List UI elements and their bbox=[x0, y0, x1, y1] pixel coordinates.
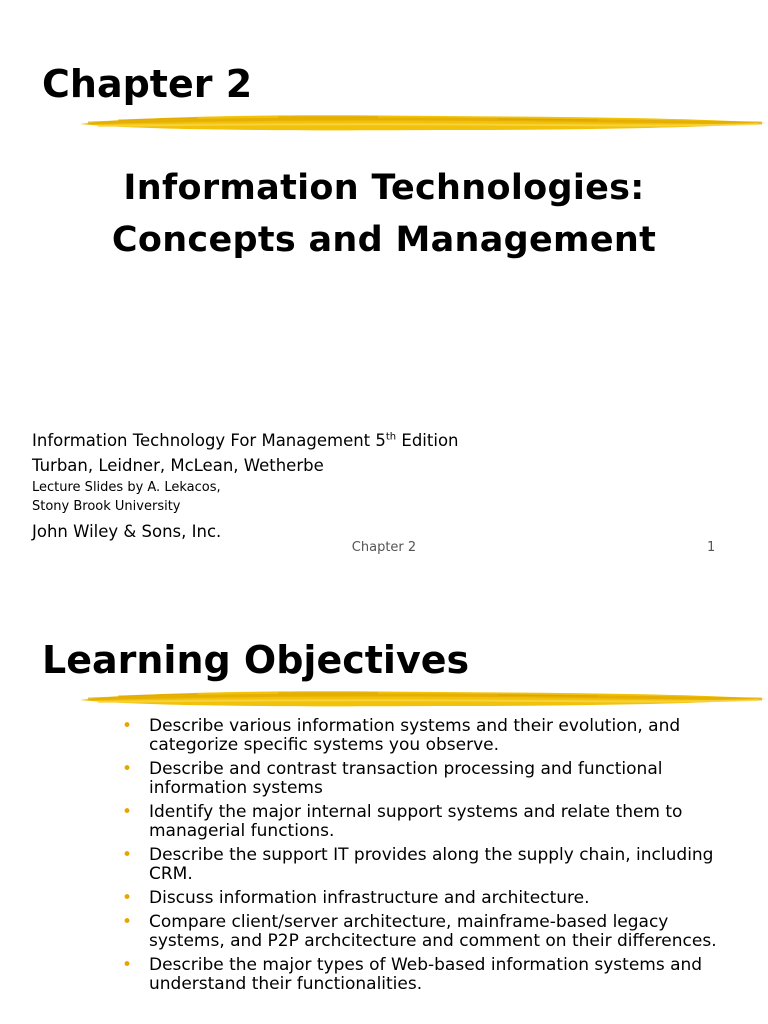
authors: Turban, Leidner, McLean, Wetherbe bbox=[32, 456, 324, 475]
bullet-icon: • bbox=[122, 888, 133, 908]
objective-item bbox=[122, 846, 722, 884]
objective-text: Describe and contrast transaction processing and functional information systems bbox=[149, 759, 663, 798]
edition-word: Edition bbox=[396, 431, 459, 450]
subtitle-line-1: Information Technologies: bbox=[123, 168, 645, 208]
slides-by: Lecture Slides by A. Lekacos, bbox=[32, 480, 221, 495]
objective-text: Compare client/server architecture, mainframe-based legacy systems, and P2P archcitecture and comment on their differences. bbox=[149, 912, 717, 951]
publisher: John Wiley & Sons, Inc. bbox=[32, 522, 222, 541]
objective-item bbox=[122, 760, 722, 798]
slide-title: Learning Objectives bbox=[42, 638, 470, 682]
objectives-list bbox=[122, 717, 722, 999]
bullet-icon: • bbox=[122, 845, 133, 865]
bullet-icon: • bbox=[122, 716, 133, 736]
slide-page-number: 1 bbox=[707, 540, 716, 555]
book-title-line bbox=[32, 428, 459, 453]
slide-2 bbox=[0, 600, 768, 1024]
book-credits bbox=[32, 428, 459, 544]
slide-title: Chapter 2 bbox=[42, 62, 253, 106]
objective-text: Discuss information infrastructure and architecture. bbox=[149, 888, 590, 908]
objective-item bbox=[122, 889, 722, 908]
title-underline-brush bbox=[78, 686, 768, 712]
edition-superscript: th bbox=[385, 431, 397, 443]
book-title: Information Technology For Management 5 bbox=[32, 431, 386, 450]
objective-item bbox=[122, 803, 722, 841]
objective-item bbox=[122, 717, 722, 755]
bullet-icon: • bbox=[122, 802, 133, 822]
bullet-icon: • bbox=[122, 759, 133, 779]
subtitle-line-2: Concepts and Management bbox=[111, 220, 657, 260]
university: Stony Brook University bbox=[32, 499, 181, 514]
objective-text: Describe various information systems and their evolution, and categorize specific systems you observe. bbox=[149, 716, 681, 755]
slide-footer-chapter: Chapter 2 bbox=[351, 540, 417, 555]
objective-text: Identify the major internal support systems and relate them to managerial functions. bbox=[149, 802, 683, 841]
slide-subtitle bbox=[0, 162, 768, 266]
title-underline-brush bbox=[78, 110, 768, 136]
objective-item bbox=[122, 913, 722, 951]
objective-text: Describe the major types of Web-based information systems and understand their functionalities. bbox=[149, 955, 703, 994]
bullet-icon: • bbox=[122, 955, 133, 975]
bullet-icon: • bbox=[122, 912, 133, 932]
objective-item bbox=[122, 956, 722, 994]
objective-text: Describe the support IT provides along the supply chain, including CRM. bbox=[149, 845, 714, 884]
